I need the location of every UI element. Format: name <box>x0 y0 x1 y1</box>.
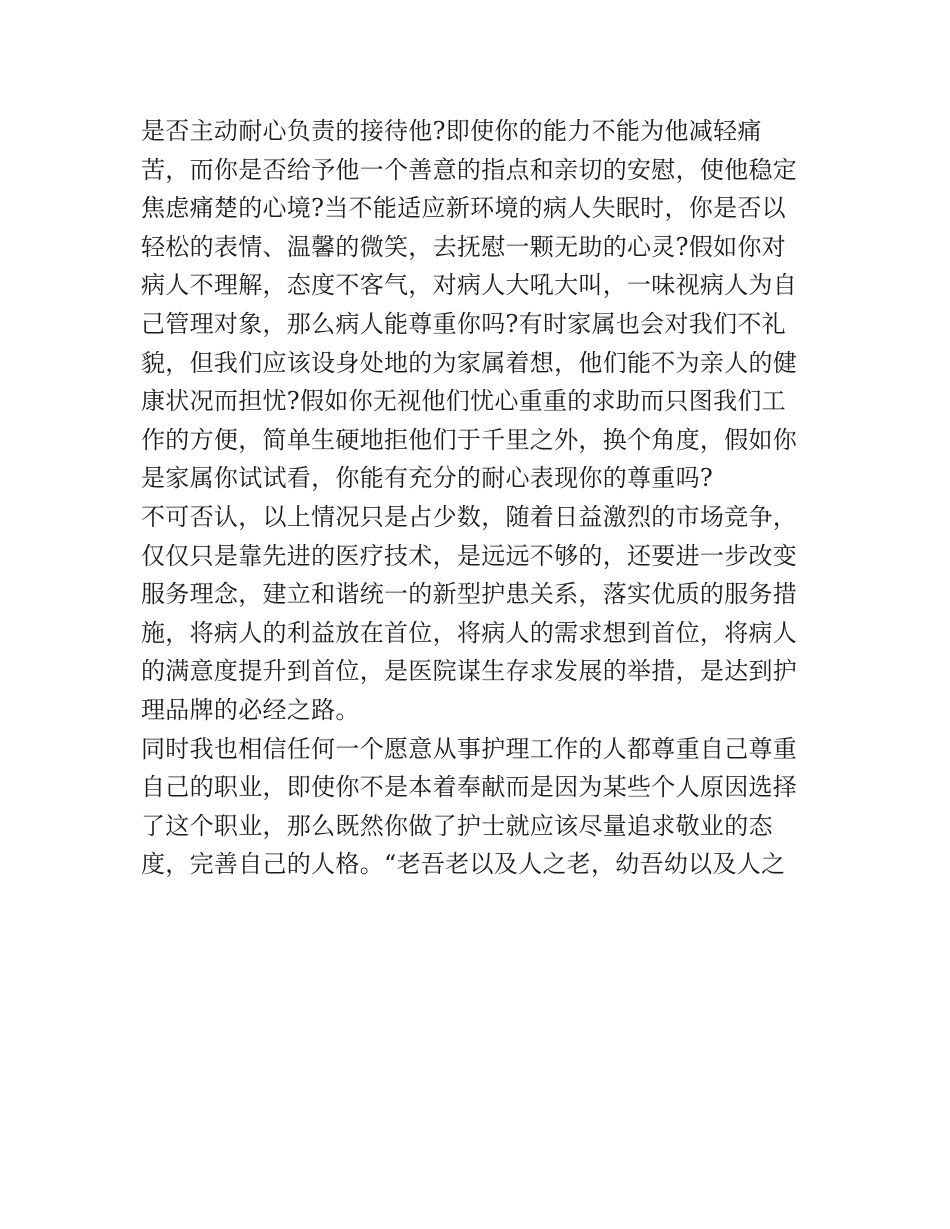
body-text <box>141 112 821 884</box>
text-line: 康状况而担忧?假如你无视他们忧心重重的求助而只图我们工 <box>141 387 786 416</box>
text-line: 了这个职业，那么既然你做了护士就应该尽量追求敬业的态 <box>141 811 773 840</box>
text-line: 作的方便，简单生硬地拒他们于千里之外，换个角度，假如你 <box>141 425 798 454</box>
text-line: 是否主动耐心负责的接待他?即使你的能力不能为他减轻痛 <box>141 117 762 145</box>
text-line: 不可否认，以上情况只是占少数，随着日益激烈的市场竞争， <box>141 502 798 531</box>
text-line: 理品牌的必经之路。 <box>141 695 360 724</box>
text-line: 苦，而你是否给予他一个善意的指点和亲切的安慰，使他稳定 <box>141 155 798 184</box>
text-line: 是家属你试试看，你能有充分的耐心表现你的尊重吗? <box>141 464 714 493</box>
text-line: 病人不理解，态度不客气，对病人大吼大叫，一味视病人为自 <box>141 271 798 300</box>
text-line: 貌，但我们应该设身处地的为家属着想，他们能不为亲人的健 <box>141 348 798 377</box>
text-line: 己管理对象，那么病人能尊重你吗?有时家属也会对我们不礼 <box>141 309 786 338</box>
text-line: 度，完善自己的人格。“老吾老以及人之老，幼吾幼以及人之 <box>141 850 786 879</box>
text-line: 的满意度提升到首位，是医院谋生存求发展的举措，是达到护 <box>141 657 798 686</box>
text-line: 服务理念，建立和谐统一的新型护患关系，落实优质的服务措 <box>141 580 798 609</box>
text-line: 同时我也相信任何一个愿意从事护理工作的人都尊重自己尊重 <box>141 734 798 763</box>
text-line: 自己的职业，即使你不是本着奉献而是因为某些个人原因选择 <box>141 773 798 802</box>
text-line: 轻松的表情、温馨的微笑，去抚慰一颗无助的心灵?假如你对 <box>141 232 786 261</box>
text-line: 焦虑痛楚的心境?当不能适应新环境的病人失眠时，你是否以 <box>141 194 786 223</box>
text-line: 施，将病人的利益放在首位，将病人的需求想到首位，将病人 <box>141 618 798 647</box>
text-line: 仅仅只是靠先进的医疗技术，是远远不够的，还要进一步改变 <box>141 541 798 570</box>
